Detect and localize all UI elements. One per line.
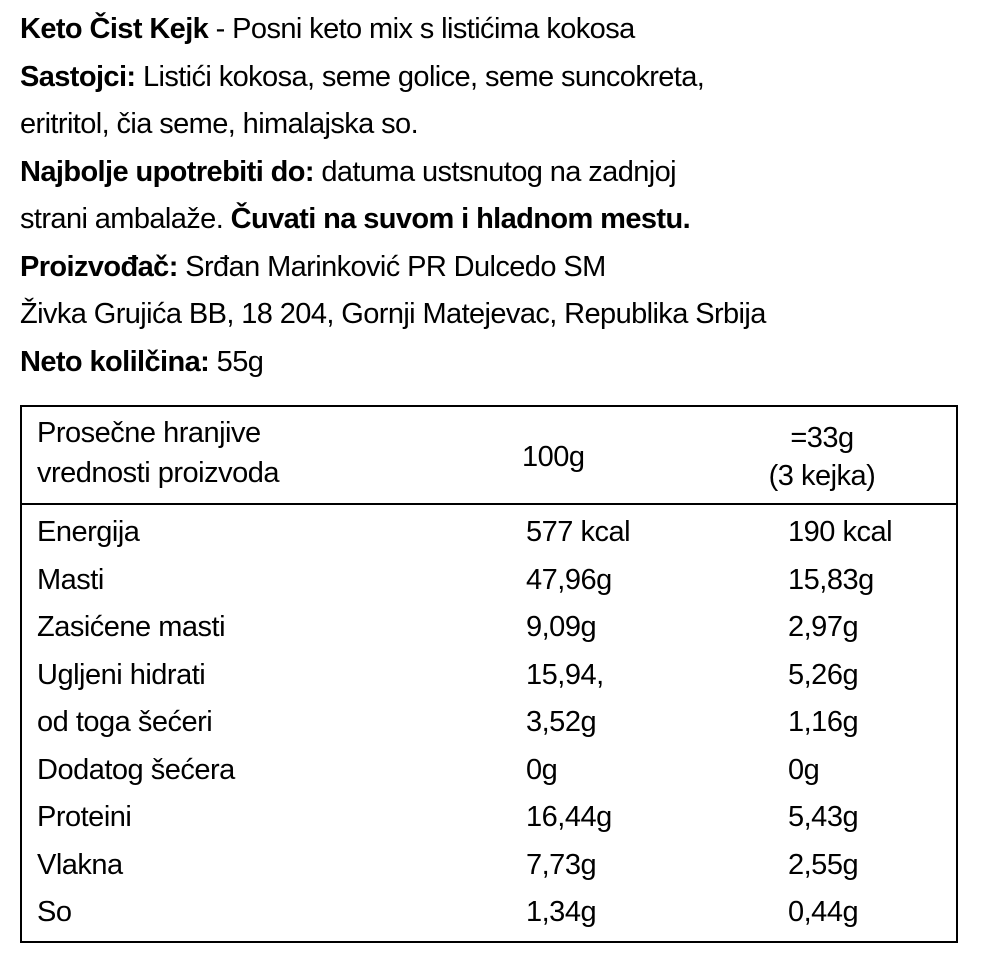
nutrition-rows (22, 509, 956, 937)
header-portion-line-1: =33g (790, 422, 854, 454)
table-row (22, 842, 956, 890)
net-quantity-line (20, 339, 970, 387)
header-name-line-2: vrednosti proizvoda (37, 457, 279, 489)
table-row (22, 794, 956, 842)
manufacturer-label: Proizvođač: (20, 250, 178, 283)
net-quantity-value: 55g (209, 345, 264, 378)
product-title-line (20, 6, 970, 54)
nutrient-name: Zasićene masti (37, 611, 226, 643)
product-name: Keto Čist Kejk (20, 13, 209, 45)
product-label-text (20, 6, 970, 386)
nutrition-table (20, 405, 958, 943)
table-row (22, 699, 956, 747)
header-portion-line-2: (3 kejka) (768, 460, 876, 492)
nutrient-per-100g: 9,09g (526, 611, 597, 643)
nutrient-name: od toga šećeri (37, 706, 213, 738)
best-before-text-1: datuma ustsnutog na zadnjoj (313, 155, 676, 188)
nutrient-per-portion: 5,43g (788, 801, 859, 833)
nutrient-per-portion: 1,16g (788, 706, 859, 738)
nutrient-per-portion: 0g (788, 753, 820, 786)
nutrient-name: Proteini (37, 801, 132, 833)
ingredients-line-1 (20, 54, 970, 102)
nutrient-per-100g: 15,94, (526, 658, 604, 691)
nutrient-per-100g: 47,96g (526, 563, 612, 596)
nutrient-name: Dodatog šećera (37, 753, 235, 786)
nutrient-name: Energija (37, 516, 140, 548)
nutrient-per-portion: 2,55g (788, 848, 859, 881)
table-row (22, 652, 956, 700)
nutrient-per-portion: 0,44g (788, 896, 859, 928)
nutrient-name: Vlakna (37, 848, 123, 881)
table-row (22, 557, 956, 605)
nutrition-table-header (22, 407, 956, 505)
table-row (22, 604, 956, 652)
nutrient-per-portion: 2,97g (788, 611, 859, 643)
manufacturer-name: Srđan Marinković PR Dulcedo SM (177, 250, 606, 283)
ingredients-text-2: eritritol, čia seme, himalajska so. (20, 108, 419, 140)
header-name-line-1: Prosečne hranjive (37, 417, 261, 449)
nutrient-per-100g: 577 kcal (526, 516, 631, 548)
manufacturer-address: Živka Grujića BB, 18 204, Gornji Matejevac, Republika Srbija (20, 298, 766, 330)
nutrient-per-portion: 190 kcal (788, 516, 893, 548)
nutrient-per-100g: 16,44g (526, 801, 612, 833)
header-per-100g: 100g (522, 441, 585, 473)
ingredients-label: Sastojci: (20, 60, 136, 93)
table-row (22, 509, 956, 557)
ingredients-text-1: Listići kokosa, seme golice, seme suncokreta, (135, 60, 705, 93)
header-per-portion-cell (747, 419, 897, 495)
storage-instructions: Čuvati na suvom i hladnom mestu. (230, 203, 691, 235)
manufacturer-address-line (20, 291, 970, 339)
nutrient-name: Masti (37, 563, 104, 596)
nutrient-per-portion: 15,83g (788, 563, 874, 596)
table-row (22, 747, 956, 795)
ingredients-line-2 (20, 101, 970, 149)
table-row (22, 889, 956, 937)
nutrient-name: Ugljeni hidrati (37, 658, 206, 691)
product-subtitle: - Posni keto mix s listićima kokosa (208, 13, 635, 45)
best-before-line-1 (20, 149, 970, 197)
nutrient-per-100g: 0g (526, 753, 558, 786)
nutrient-per-100g: 1,34g (526, 896, 597, 928)
best-before-line-2 (20, 196, 970, 244)
nutrient-per-portion: 5,26g (788, 658, 859, 691)
nutrient-name: So (37, 896, 72, 928)
best-before-label: Najbolje upotrebiti do: (20, 155, 314, 188)
manufacturer-line (20, 244, 970, 292)
best-before-text-2: strani ambalaže. (20, 203, 231, 235)
nutrient-per-100g: 3,52g (526, 706, 597, 738)
nutrient-per-100g: 7,73g (526, 848, 597, 881)
header-name-cell (37, 413, 437, 493)
net-quantity-label: Neto kolilčina: (20, 345, 210, 378)
